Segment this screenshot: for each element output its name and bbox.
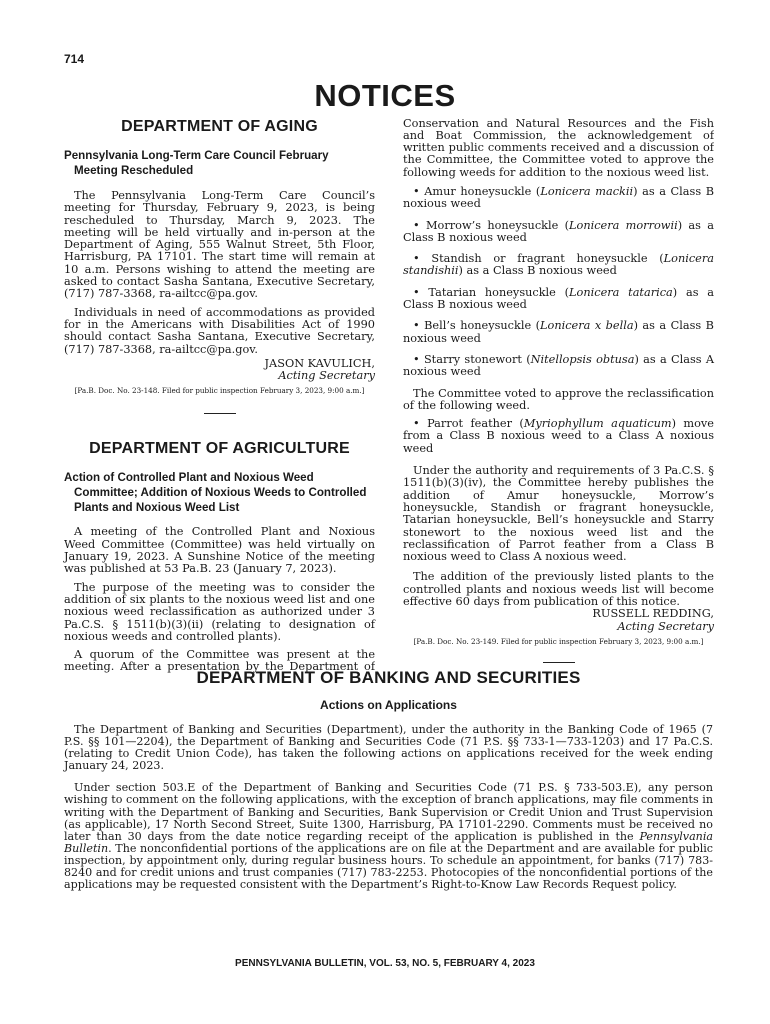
weed-classification: ) as a Class B noxious weed (458, 264, 617, 278)
aging-filed-notice: [Pa.B. Doc. No. 23-148. Filed for public inspection February 3, 2023, 9:00 a.m.] (74, 386, 365, 396)
weed-list-item (403, 220, 714, 245)
agriculture-subheading: Action of Controlled Plant and Noxious Weed Committee; Addition of Noxious Weeds to Controlled Plants and Noxious Weed List (64, 471, 367, 515)
weed-classification: ) as a Class B noxious weed (403, 319, 714, 345)
weed-list-item (403, 253, 714, 278)
agriculture-paragraph-2: The purpose of the meeting was to consider the addition of six plants to the noxious weed list and one noxious weed reclassification as authorized under 3 Pa.C.S. § 1511(b)(3)(ii) (relating to designation of noxious weeds and controlled plants). (64, 580, 375, 643)
agriculture-paragraph-1: A meeting of the Controlled Plant and Noxious Weed Committee (Committee) was held virtually on January 19, 2023. A Sunshine Notice of the meeting was published at 53 Pa.B. 23 (January 7, 2023). (64, 525, 375, 576)
banking-paragraph-2-text: Under section 503.E of the Department of Banking and Securities Code (71 P.S. § 733-503.E), any person wishing to comment on the following applications, with the exception of branch applications, may file comments in writing with the Department of Banking and Securities, Bank Supervision or Credit Union and Trust Supervision (as applicable), 17 North Second Street, Suite 1300, Harrisburg, PA 17101-2290. Comments must be received no later than 30 days from the date notice regarding receipt of the application is published in the (64, 781, 713, 843)
weed-common-name: • Standish or fragrant honeysuckle ( (413, 252, 664, 266)
weed-common-name: • Amur honeysuckle ( (413, 185, 541, 198)
weed-common-name: • Tatarian honeysuckle ( (413, 285, 570, 299)
banking-heading: DEPARTMENT OF BANKING AND SECURITIES (196, 668, 581, 687)
weed-classification: ) as a Class B noxious weed (403, 185, 714, 211)
aging-signer-title: Acting Secretary (278, 369, 375, 383)
weed-latin-name: Lonicera tatarica (569, 285, 673, 299)
weed-latin-name: Lonicera x bella (540, 319, 634, 333)
aging-signer: JASON KAVULICH, (264, 356, 375, 370)
aging-signature (64, 358, 375, 383)
aging-heading: DEPARTMENT OF AGING (121, 118, 318, 135)
weed-latin-name: Lonicera mackii (540, 185, 634, 198)
weed-list-item (403, 354, 714, 379)
agriculture-signer-title: Acting Secretary (617, 619, 714, 633)
reclassification-item (403, 418, 714, 455)
weed-common-name: • Morrow’s honeysuckle ( (413, 218, 570, 232)
left-column (64, 118, 375, 674)
agriculture-filed-notice: [Pa.B. Doc. No. 23-149. Filed for public inspection February 3, 2023, 9:00 a.m.] (413, 636, 704, 646)
reclass-text: • Parrot feather ( (413, 417, 524, 431)
noxious-weed-list (403, 186, 714, 379)
agriculture-heading: DEPARTMENT OF AGRICULTURE (89, 440, 350, 458)
section-divider (543, 662, 575, 663)
weed-list-item (403, 186, 714, 211)
weed-list-item (403, 320, 714, 345)
weed-classification: ) as a Class A noxious weed (403, 352, 714, 379)
weed-list-item (403, 287, 714, 312)
weed-latin-name: Lonicera morrowii (569, 218, 678, 232)
right-column (403, 118, 714, 663)
weed-latin-name: Lonicera standishii (403, 252, 714, 278)
agriculture-signer: RUSSELL REDDING, (592, 607, 714, 621)
reclass-text-end: ) move from a Class B noxious weed to a Class A noxious weed (403, 417, 714, 455)
agriculture-paragraph-6: The addition of the previously listed plants to the controlled plants and noxious weeds list will become effective 60 days from publication of this notice. (403, 570, 714, 609)
agriculture-paragraph-5: Under the authority and requirements of 3 Pa.C.S. § 1511(b)(3)(iv), the Committee hereby publishes the addition of Amur honeysuckle, Morrow’s honeysuckle, Standish or fragrant honeysuckle, Tatarian honeysuckle, Bell’s honeysuckle and Starry stonewort to the noxious weed list and the reclassification of Parrot feather from a Class B noxious weed to Class A noxious weed. (403, 464, 714, 564)
page-footer: PENNSYLVANIA BULLETIN, VOL. 53, NO. 5, FEBRUARY 4, 2023 (235, 958, 535, 969)
banking-paragraph-2 (64, 782, 713, 891)
aging-subheading: Pennsylvania Long-Term Care Council February Meeting Rescheduled (64, 149, 329, 177)
aging-paragraph-2: Individuals in need of accommodations as provided for in the Americans with Disabilities Act of 1990 should contact Sasha Santana, Executive Secretary, (717) 787-3368, ra-ailtcc@pa.gov. (64, 305, 375, 356)
weed-classification: ) as a Class B noxious weed (403, 285, 715, 312)
banking-paragraph-1: The Department of Banking and Securities (Department), under the authority in the Banking Code of 1965 (7 P.S. §§ 101—2204), the Department of Banking and Securities Code (71 P.S. §§ 733-1—733-1203) and 17 Pa.C.S. (relating to Credit Union Code), has taken the following actions on applications received for the week ending January 24, 2023. (64, 723, 713, 773)
agriculture-paragraph-4: The Committee voted to approve the reclassification of the following weed. (403, 386, 714, 412)
banking-subheading: Actions on Applications (320, 698, 457, 712)
agriculture-paragraph-3-continued (403, 118, 714, 180)
weed-latin-name: Nitellopsis obtusa (530, 352, 635, 366)
aging-paragraph-1: The Pennsylvania Long-Term Care Council’s meeting for Thursday, February 9, 2023, is being rescheduled to Thursday, March 9, 2023. The meeting will be held virtually and in-person at the Department of Aging, 555 Walnut Street, 5th Floor, Harrisburg, PA 17101. The start time will remain at 10 a.m. Persons wishing to attend the meeting are asked to contact Sasha Santana, Executive Secretary, (717) 787-3368, ra-ailtcc@pa.gov. (64, 189, 375, 301)
bulletin-title: Pennsylvania Bulletin (64, 829, 713, 855)
banking-section (64, 668, 713, 891)
weed-common-name: • Starry stonewort ( (413, 352, 531, 366)
page-number: 714 (64, 52, 85, 66)
agriculture-paragraph-3: A quorum of the Committee was present at the meeting. After a presentation by the Department of (64, 649, 375, 674)
weed-classification: ) as a Class B noxious weed (403, 218, 714, 244)
paragraph-3-continuation: Conservation and Natural Resources and the Fish and Boat Commission, the acknowledgement of written public comments received and a discussion of the Committee, the Committee voted to approve the following weeds for addition to the noxious weed list. (403, 118, 714, 179)
reclass-latin-name: Myriophyllum aquaticum (523, 417, 672, 431)
notices-masthead: NOTICES (314, 78, 456, 113)
weed-common-name: • Bell’s honeysuckle ( (413, 319, 541, 333)
agriculture-signature (403, 608, 714, 633)
banking-paragraph-2-text-end: . The nonconfidential portions of the applications are on file at the Department and are available for public inspection, by appointment only, during regular business hours. To schedule an appointment, for banks (717) 783-8240 and for credit unions and trust companies (717) 783-2253. Photocopies of the nonconfidential portions of the applications may be requested consistent with the Department’s Right-to-Know Law Records Request policy. (64, 841, 713, 892)
